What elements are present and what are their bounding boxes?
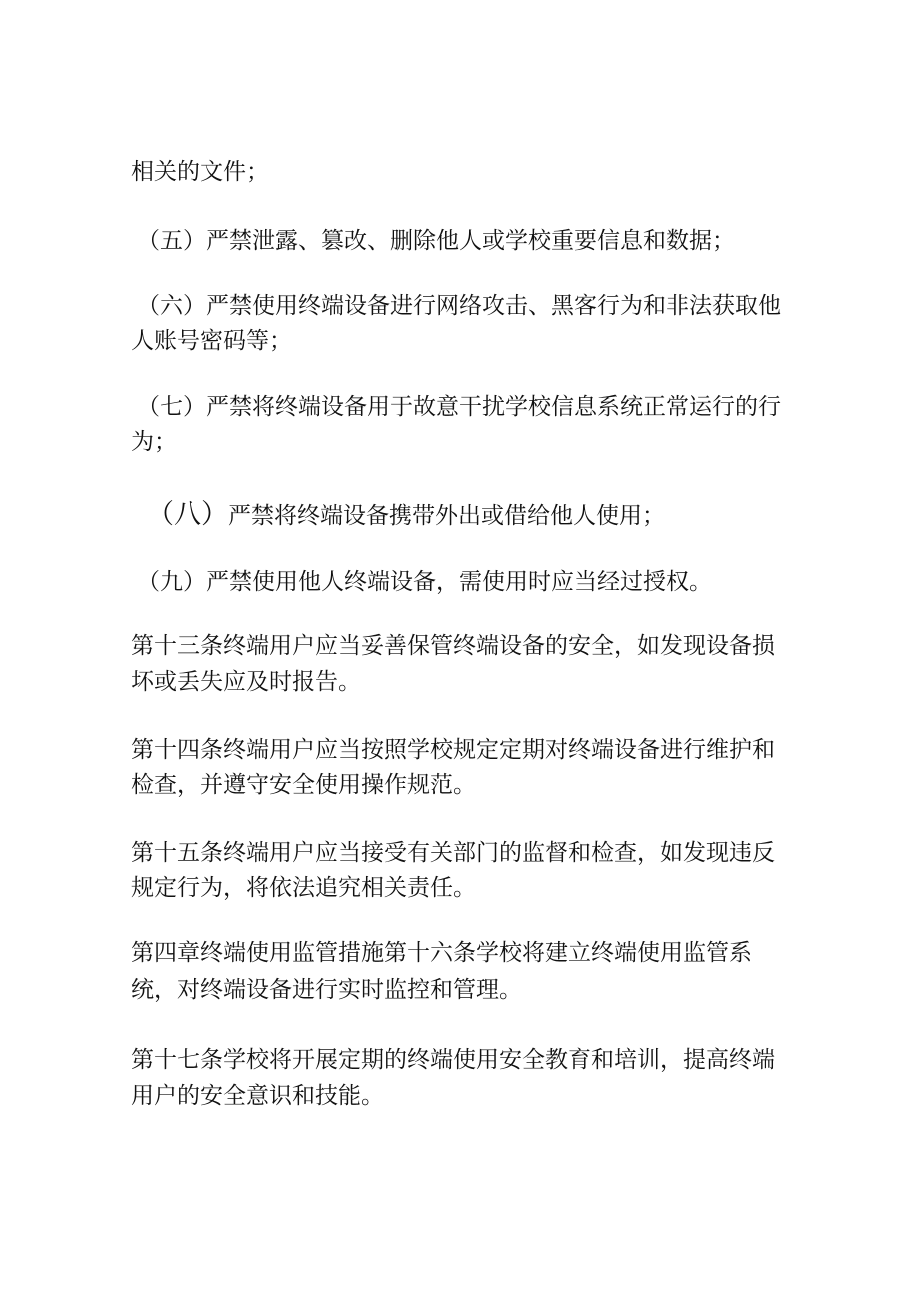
article-13-continued: 坏或丢失应及时报告。: [131, 669, 361, 695]
clause-6-continued: 人账号密码等；: [131, 328, 292, 354]
article-15-continued: 规定行为，将依法追究相关责任。: [131, 875, 476, 901]
article-14-continued: 检查，并遵守安全使用操作规范。: [131, 772, 476, 798]
article-16-continued: 统，对终端设备进行实时监控和管理。: [131, 977, 522, 1003]
clause-7: （七）严禁将终端设备用于故意干扰学校信息系统正常运行的行: [137, 394, 781, 420]
clause-8: [147, 500, 665, 531]
clause-8-number: （八）: [147, 499, 228, 530]
text-line: 相关的文件；: [131, 159, 269, 185]
article-14: 第十四条终端用户应当按照学校规定定期对终端设备进行维护和: [131, 737, 775, 763]
clause-9: （九）严禁使用他人终端设备，需使用时应当经过授权。: [137, 569, 712, 595]
clause-8-text: 严禁将终端设备携带外出或借给他人使用；: [228, 503, 665, 529]
chapter-4-article-16: 第四章终端使用监管措施第十六条学校将建立终端使用监管系: [131, 940, 752, 966]
article-13: 第十三条终端用户应当妥善保管终端设备的安全，如发现设备损: [131, 633, 775, 659]
clause-7-continued: 为；: [131, 429, 177, 455]
clause-5: （五）严禁泄露、篡改、删除他人或学校重要信息和数据；: [137, 228, 735, 254]
article-15: 第十五条终端用户应当接受有关部门的监督和检查，如发现违反: [131, 840, 775, 866]
clause-6: （六）严禁使用终端设备进行网络攻击、黑客行为和非法获取他: [137, 293, 781, 319]
article-17-continued: 用户的安全意识和技能。: [131, 1083, 384, 1109]
article-17: 第十七条学校将开展定期的终端使用安全教育和培训，提高终端: [131, 1047, 775, 1073]
